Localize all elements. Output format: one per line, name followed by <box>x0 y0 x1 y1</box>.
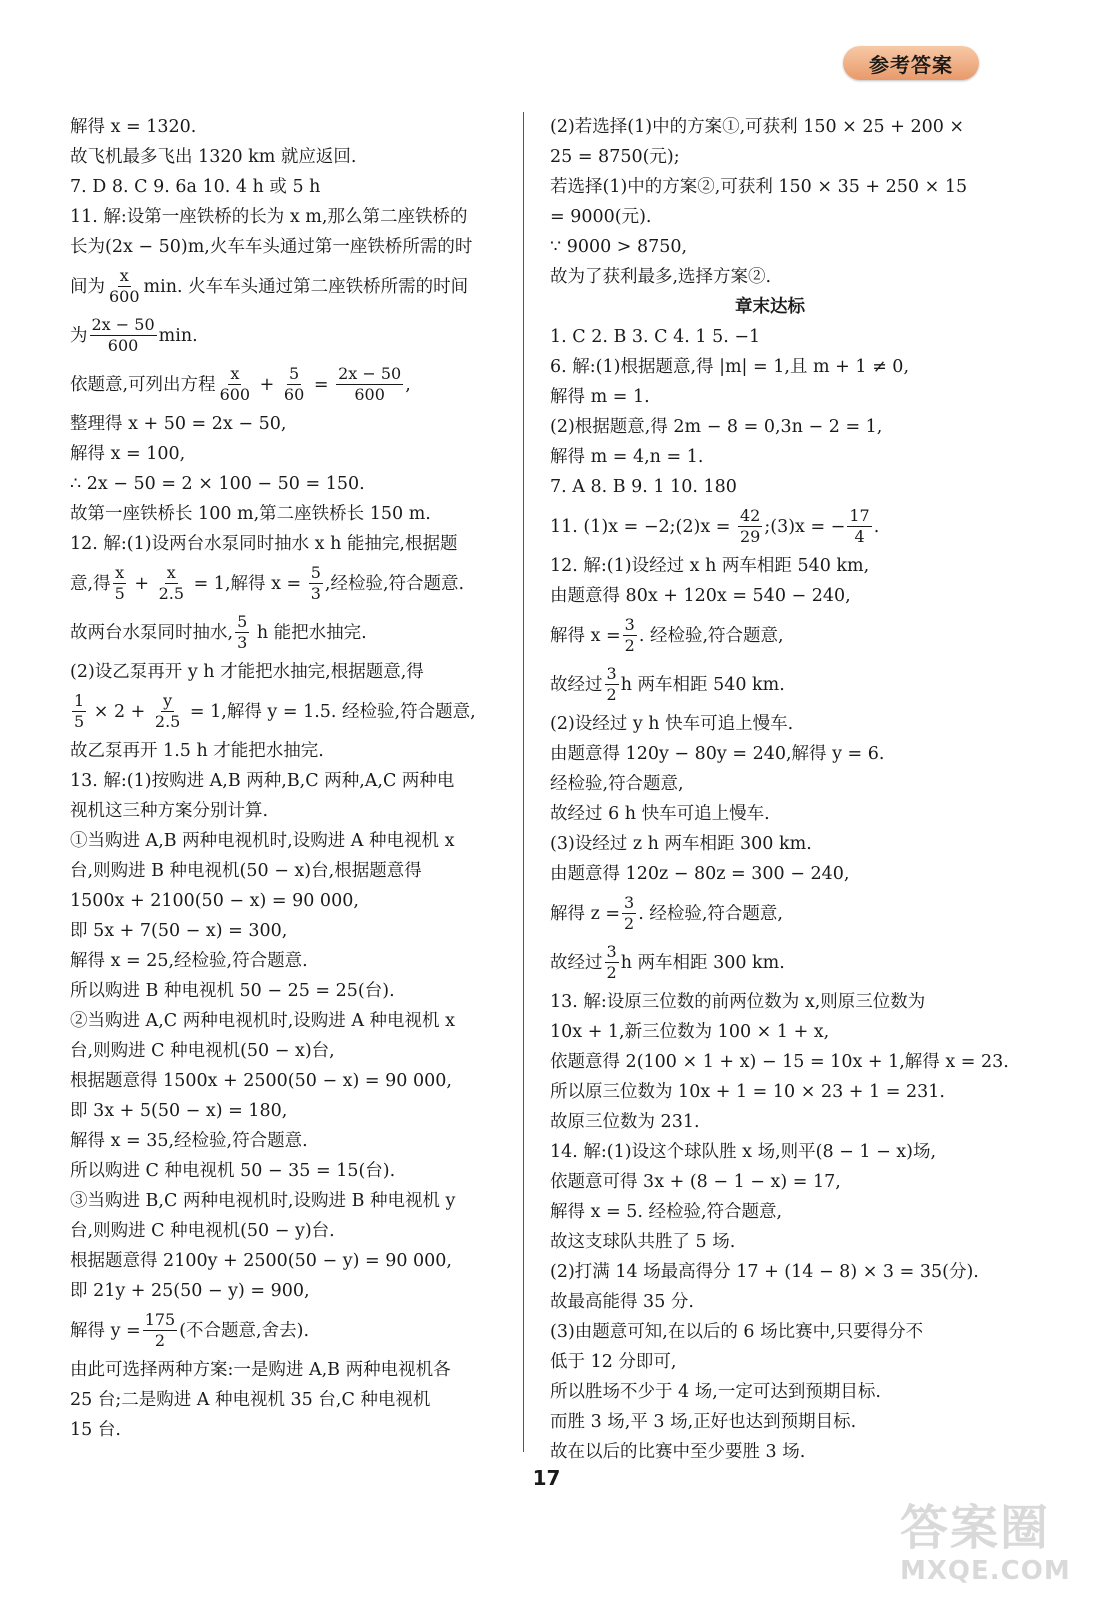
text-line: ∴ 2x − 50 = 2 × 100 − 50 = 150. <box>70 474 365 494</box>
line-text: 故两台水泵同时抽水, <box>70 622 234 643</box>
fraction-numerator: 3 <box>624 615 635 634</box>
text-line: 即 5x + 7(50 − x) = 300, <box>70 921 288 941</box>
fraction <box>309 565 323 602</box>
text-line: 依题意可得 3x + (8 − 1 − x) = 17, <box>550 1172 841 1192</box>
line-text: 间为 <box>70 276 105 297</box>
text-line <box>70 559 510 608</box>
fraction-denominator: 2.5 <box>158 584 185 603</box>
fraction <box>623 617 637 654</box>
text-line <box>70 1306 510 1355</box>
text-line: (3)由题意可知,在以后的 6 场比赛中,只要得分不 <box>550 1322 924 1342</box>
text-line: (2)设经过 y h 快车可追上慢车. <box>550 714 794 734</box>
text-line: 故在以后的比赛中至少要胜 3 场. <box>550 1442 806 1462</box>
fraction <box>107 268 142 305</box>
text-line: 台,则购进 C 种电视机(50 − x)台, <box>70 1041 335 1061</box>
fraction-denominator: 600 <box>109 287 140 306</box>
text-line: 所以原三位数为 10x + 1 = 10 × 23 + 1 = 231. <box>550 1082 945 1102</box>
line-text: 故经过 <box>550 952 603 973</box>
text-line: 14. 解:(1)设这个球队胜 x 场,则平(8 − 1 − x)场, <box>550 1142 937 1162</box>
line-text: 为 <box>70 325 88 346</box>
text-line: 故原三位数为 231. <box>550 1112 700 1132</box>
text-line: 11. 解:设第一座铁桥的长为 x m,那么第二座铁桥的 <box>70 207 468 227</box>
line-text: × 2 + <box>88 701 151 722</box>
text-line: ②当购进 A,C 两种电视机时,设购进 A 种电视机 x <box>70 1011 455 1031</box>
watermark-logo <box>900 1500 1080 1592</box>
line-text: 依题意,可列出方程 <box>70 374 216 395</box>
text-line: (2)根据题意,得 2m − 8 = 0,3n − 2 = 1, <box>550 417 883 437</box>
fraction-numerator: x <box>115 563 125 582</box>
fraction-denominator: 3 <box>310 584 321 603</box>
text-line: 即 21y + 25(50 − y) = 900, <box>70 1281 310 1301</box>
text-line: 整理得 x + 50 = 2x − 50, <box>70 414 287 434</box>
text-line: 13. 解:设原三位数的前两位数为 x,则原三位数为 <box>550 992 926 1012</box>
text-line: 所以购进 C 种电视机 50 − 35 = 15(台). <box>70 1161 396 1181</box>
text-line <box>550 660 990 709</box>
text-line <box>70 687 510 736</box>
text-line: 7. D 8. C 9. 6a 10. 4 h 或 5 h <box>70 177 321 197</box>
fraction-numerator: x <box>119 266 129 285</box>
fraction <box>235 614 249 651</box>
text-line: 12. 解:(1)设经过 x h 两车相距 540 km, <box>550 556 870 576</box>
text-line <box>70 608 510 657</box>
fraction-numerator: 17 <box>849 506 870 525</box>
text-line: 根据题意得 1500x + 2500(50 − x) = 90 000, <box>70 1071 452 1091</box>
fraction-denominator: 2.5 <box>154 712 181 731</box>
line-text: min. 火车车头通过第二座铁桥所需的时间 <box>143 276 469 297</box>
fraction-denominator: 3 <box>237 633 248 652</box>
line-text: 意,得 <box>70 573 111 594</box>
fraction <box>605 944 619 981</box>
fraction-denominator: 600 <box>354 385 385 404</box>
text-line: ①当购进 A,B 两种电视机时,设购进 A 种电视机 x <box>70 831 455 851</box>
text-line: 解得 x = 5. 经检验,符合题意, <box>550 1202 783 1222</box>
line-text: ;(3)x = − <box>764 516 846 537</box>
text-line: ∵ 9000 > 8750, <box>550 237 688 257</box>
text-line: (2)若选择(1)中的方案①,可获利 150 × 25 + 200 × <box>550 117 965 137</box>
fraction-numerator: 3 <box>606 664 617 683</box>
left-column <box>70 112 510 1445</box>
line-text: h 两车相距 300 km. <box>620 952 785 973</box>
text-line: = 9000(元). <box>550 207 652 227</box>
fraction <box>90 317 157 354</box>
line-text: = 1,解得 y = 1.5. 经检验,符合题意, <box>184 701 476 722</box>
text-line: 所以胜场不少于 4 场,一定可达到预期目标. <box>550 1382 881 1402</box>
fraction-denominator: 600 <box>219 385 251 404</box>
text-line: 解得 m = 4,n = 1. <box>550 447 704 467</box>
fraction <box>113 565 127 602</box>
line-text: min. <box>158 325 198 346</box>
text-line: 故飞机最多飞出 1320 km 就应返回. <box>70 147 357 167</box>
line-text: (不合题意,舍去). <box>179 1320 310 1341</box>
text-line: 故最高能得 35 分. <box>550 1292 694 1312</box>
fraction-denominator: 4 <box>854 527 865 546</box>
fraction-numerator: 42 <box>739 506 761 525</box>
fraction-denominator: 600 <box>107 336 139 355</box>
fraction <box>157 565 186 602</box>
line-text: . <box>873 516 880 537</box>
text-line <box>70 360 510 409</box>
fraction <box>282 366 306 403</box>
fraction-numerator: 5 <box>310 563 321 582</box>
text-line: 由此可选择两种方案:一是购进 A,B 两种电视机各 <box>70 1360 451 1380</box>
text-line: 故第一座铁桥长 100 m,第二座铁桥长 150 m. <box>70 504 431 524</box>
column-divider <box>523 112 524 1452</box>
fraction <box>143 1312 178 1349</box>
text-line: (2)设乙泵再开 y h 才能把水抽完,根据题意,得 <box>70 662 424 682</box>
fraction-denominator: 2 <box>606 963 617 982</box>
text-line: 故乙泵再开 1.5 h 才能把水抽完. <box>70 741 324 761</box>
fraction-denominator: 60 <box>283 385 305 404</box>
text-line: 10x + 1,新三位数为 100 × 1 + x, <box>550 1022 830 1042</box>
text-line: 6. 解:(1)根据题意,得 |m| = 1,且 m + 1 ≠ 0, <box>550 357 910 377</box>
text-line: (3)设经过 z h 两车相距 300 km. <box>550 834 812 854</box>
text-line: 即 3x + 5(50 − x) = 180, <box>70 1101 288 1121</box>
fraction-numerator: 1 <box>74 691 85 710</box>
text-line: 根据题意得 2100y + 2500(50 − y) = 90 000, <box>70 1251 452 1271</box>
line-text: , <box>405 374 411 395</box>
text-line: 15 台. <box>70 1420 121 1440</box>
line-text: = <box>308 374 335 395</box>
section-badge: 参考答案 <box>843 46 979 80</box>
section-title: 章末达标 <box>735 297 805 317</box>
fraction-numerator: 2x − 50 <box>338 364 402 383</box>
text-line <box>70 262 510 311</box>
right-column <box>550 112 1009 1467</box>
text-line: 由题意得 120y − 80y = 240,解得 y = 6. <box>550 744 885 764</box>
line-text: 11. (1)x = −2;(2)x = <box>550 516 736 537</box>
text-line: 25 = 8750(元); <box>550 147 680 167</box>
text-line <box>550 938 990 987</box>
text-line: 所以购进 B 种电视机 50 − 25 = 25(台). <box>70 981 395 1001</box>
text-line: 解得 x = 25,经检验,符合题意. <box>70 951 308 971</box>
line-text: h 能把水抽完. <box>251 622 367 643</box>
text-line: 13. 解:(1)按购进 A,B 两种,B,C 两种,A,C 两种电 <box>70 771 455 791</box>
fraction-denominator: 2 <box>624 636 635 655</box>
text-line: 若选择(1)中的方案②,可获利 150 × 35 + 250 × 15 <box>550 177 968 197</box>
fraction-numerator: y <box>163 691 173 710</box>
line-text: = 1,解得 x = <box>188 573 307 594</box>
text-line: 解得 x = 35,经检验,符合题意. <box>70 1131 308 1151</box>
text-line: 依题意得 2(100 × 1 + x) − 15 = 10x + 1,解得 x = 23. <box>550 1052 1009 1072</box>
line-text: 解得 z = <box>550 903 621 924</box>
fraction-denominator: 2 <box>606 685 617 704</box>
fraction-numerator: 175 <box>144 1310 176 1329</box>
fraction-numerator: 2x − 50 <box>91 315 155 334</box>
fraction <box>622 895 636 932</box>
text-line: 解得 x = 100, <box>70 444 186 464</box>
text-line: 长为(2x − 50)m,火车车头通过第一座铁桥所需的时 <box>70 237 473 257</box>
fraction-numerator: 5 <box>237 612 248 631</box>
fraction-numerator: 3 <box>624 893 635 912</box>
fraction-numerator: 3 <box>606 942 617 961</box>
text-line: 12. 解:(1)设两台水泵同时抽水 x h 能抽完,根据题 <box>70 534 458 554</box>
text-line: 由题意得 80x + 120x = 540 − 240, <box>550 586 851 606</box>
line-text: . 经检验,符合题意, <box>638 903 783 924</box>
fraction-numerator: 5 <box>288 364 300 383</box>
text-line: 1500x + 2100(50 − x) = 90 000, <box>70 891 359 911</box>
text-line: 而胜 3 场,平 3 场,正好也达到预期目标. <box>550 1412 857 1432</box>
text-line: 解得 m = 1. <box>550 387 650 407</box>
fraction-denominator: 29 <box>739 527 761 546</box>
text-line <box>550 502 990 551</box>
fraction-denominator: 2 <box>154 1331 166 1350</box>
text-line: 故这支球队共胜了 5 场. <box>550 1232 736 1252</box>
fraction-denominator: 2 <box>624 914 635 933</box>
text-line <box>550 889 990 938</box>
fraction-numerator: x <box>166 563 176 582</box>
line-text: 解得 y = <box>70 1320 141 1341</box>
text-line: 经检验,符合题意, <box>550 774 684 794</box>
text-line <box>70 311 510 360</box>
watermark-url: MXQE.COM <box>900 1556 1071 1586</box>
text-line: 7. A 8. B 9. 1 10. 180 <box>550 477 737 497</box>
text-line: 故为了获利最多,选择方案②. <box>550 267 772 287</box>
line-text: 解得 x = <box>550 625 621 646</box>
text-line: 视机这三种方案分别计算. <box>70 801 269 821</box>
fraction <box>738 508 762 545</box>
fraction <box>847 508 871 545</box>
line-text: h 两车相距 540 km. <box>620 674 785 695</box>
page-number: 17 <box>532 1466 561 1490</box>
line-text: + <box>128 573 155 594</box>
line-text: 故经过 <box>550 674 603 695</box>
text-line: 解得 x = 1320. <box>70 117 197 137</box>
watermark-main: 答案圈 <box>900 1500 1051 1556</box>
fraction-denominator: 5 <box>74 712 85 731</box>
fraction <box>605 666 619 703</box>
fraction-numerator: x <box>230 364 240 383</box>
line-text: . 经检验,符合题意, <box>638 625 784 646</box>
line-text: + <box>254 374 280 395</box>
text-line: 低于 12 分即可, <box>550 1352 677 1372</box>
text-line: (2)打满 14 场最高得分 17 + (14 − 8) × 3 = 35(分). <box>550 1262 979 1282</box>
line-text: ,经检验,符合题意. <box>324 573 465 594</box>
text-line <box>550 611 990 660</box>
fraction <box>72 693 86 730</box>
fraction-denominator: 5 <box>114 584 125 603</box>
fraction <box>153 693 182 730</box>
text-line: 故经过 6 h 快车可追上慢车. <box>550 804 770 824</box>
fraction <box>336 366 403 403</box>
text-line: 1. C 2. B 3. C 4. 1 5. −1 <box>550 327 761 347</box>
text-line: 由题意得 120z − 80z = 300 − 240, <box>550 864 850 884</box>
text-line: 25 台;二是购进 A 种电视机 35 台,C 种电视机 <box>70 1390 431 1410</box>
fraction <box>218 366 253 403</box>
text-line: 台,则购进 C 种电视机(50 − y)台. <box>70 1221 335 1241</box>
text-line: 台,则购进 B 种电视机(50 − x)台,根据题意得 <box>70 861 422 881</box>
text-line: ③当购进 B,C 两种电视机时,设购进 B 种电视机 y <box>70 1191 456 1211</box>
